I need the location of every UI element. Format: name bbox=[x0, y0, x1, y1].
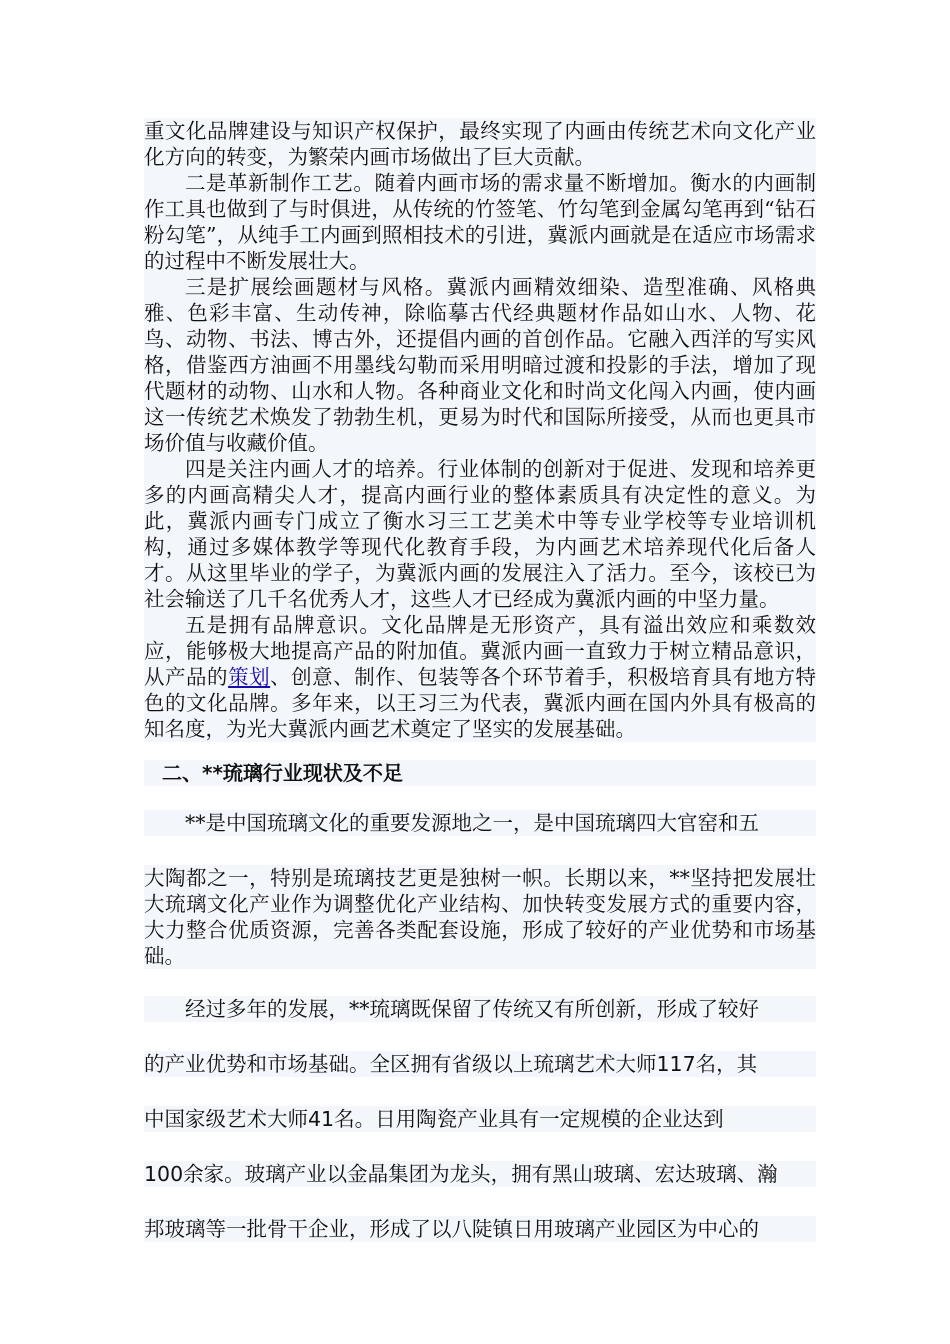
paragraph-glaze-origin bbox=[144, 810, 816, 969]
planning-link[interactable]: 策划 bbox=[228, 665, 271, 689]
paragraph-talent-training: 四是关注内画人才的培养。行业体制的创新对于促进、发现和培养更多的内画高精尖人才，提高内画行业的整体素质具有决定性的意义。为此，冀派内画专门成立了衡水习三工艺美术中等专业学校等专业培训机构，通过多媒体教学等现代化教育手段，为内画艺术培养现代化后备人才。从这里毕业的学子，为冀派内画的发展注入了活力。至今，该校已为社会输送了几千名优秀人才，这些人才已经成为冀派内画的中坚力量。 bbox=[144, 457, 816, 611]
line-text: 名。日用陶瓷产业具有一定规模的企业达到 bbox=[334, 1107, 724, 1131]
paragraph-line: 邦玻璃等一批骨干企业，形成了以八陡镇日用玻璃产业园区为中心的 bbox=[144, 1216, 816, 1242]
paragraph-line: **是中国琉璃文化的重要发源地之一，是中国琉璃四大官窑和五 bbox=[144, 810, 816, 836]
paragraph-line: 大陶都之一，特别是琉璃技艺更是独树一帜。长期以来，**坚持把发展壮大琉璃文化产业作为调整优化产业结构、加快转变发展方式的重要内容，大力整合优质资源，完善各类配套设施，形成了较好的产业优势和市场基础。 bbox=[144, 866, 816, 968]
paragraph-craft-innovation: 二是革新制作工艺。随着内画市场的需求量不断增加。衡水的内画制作工具也做到了与时俱进，从传统的竹签笔、竹勾笔到金属勾笔再到“钻石粉勾笔”，从纯手工内画到照相技术的引进，冀派内画就是在适应市场需求的过程中不断发展壮大。 bbox=[144, 171, 816, 273]
section-heading: 二、**琉璃行业现状及不足 bbox=[144, 760, 816, 786]
line-text: 中国家级艺术大师 bbox=[144, 1107, 308, 1131]
document-page bbox=[144, 118, 816, 1242]
line-text: 余家。玻璃产业以金晶集团为龙头，拥有黑山玻璃、宏达玻璃、瀚 bbox=[183, 1162, 778, 1186]
paragraph-text: 五是拥有品牌意识。文化品牌是无形资产，具有溢出效应和乘数效应，能够极大地提高产品的附加值。冀派内画一直致力于树立精品意识，从产品的 bbox=[144, 613, 816, 689]
paragraph-brand-awareness bbox=[144, 612, 816, 742]
paragraph-text: 、创意、制作、包装等各个环节着手，积极培育具有地方特色的文化品牌。多年来，以王习三为代表，冀派内画在国内外具有极高的知名度，为光大冀派内画艺术奠定了坚实的发展基础。 bbox=[144, 665, 817, 741]
paragraph-subject-style: 三是扩展绘画题材与风格。冀派内画精效细染、造型准确、风格典雅、色彩丰富、生动传神，除临摹古代经典题材作品如山水、人物、花鸟、动物、书法、博古外，还提倡内画的首创作品。它融入西洋的写实风格，借鉴西方油画不用墨线勾勒而采用明暗过渡和投影的手法，增加了现代题材的动物、山水和人物。各种商业文化和时尚文化闯入内画，使内画这一传统艺术焕发了勃勃生机，更易为时代和国际所接受，从而也更具市场价值与收藏价值。 bbox=[144, 275, 816, 455]
line-text: 名，其 bbox=[695, 1052, 758, 1076]
national-master-count: 41 bbox=[308, 1107, 335, 1131]
line-text: 的产业优势和市场基础。全区拥有省级以上琉璃艺术大师 bbox=[144, 1052, 657, 1076]
paragraph-line bbox=[144, 1051, 816, 1077]
master-count: 117 bbox=[656, 1052, 696, 1076]
paragraph-line bbox=[144, 1106, 816, 1132]
paragraph-line bbox=[144, 1161, 816, 1187]
paragraph-line: 经过多年的发展，**琉璃既保留了传统又有所创新，形成了较好 bbox=[144, 996, 816, 1022]
enterprise-count: 100 bbox=[144, 1162, 184, 1186]
paragraph-continuation: 重文化品牌建设与知识产权保护，最终实现了内画由传统艺术向文化产业化方向的转变，为繁荣内画市场做出了巨大贡献。 bbox=[144, 119, 816, 169]
paragraph-glaze-development bbox=[144, 996, 816, 1242]
